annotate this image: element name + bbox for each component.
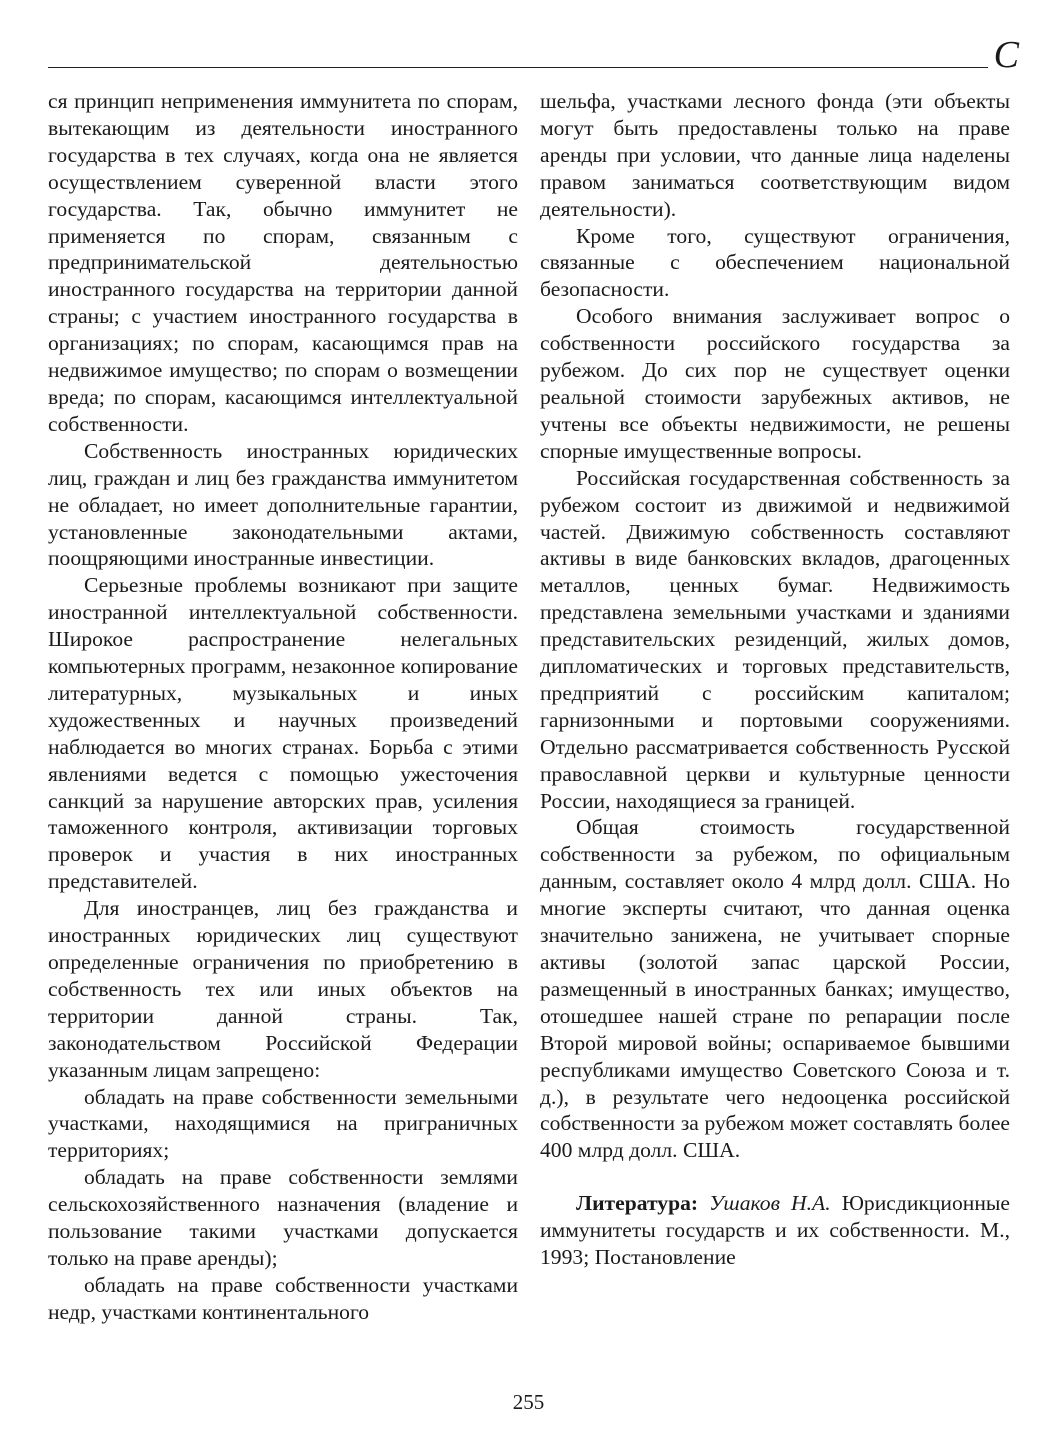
list-item: обладать на праве собственности участками недр, участками континентального: [48, 1272, 518, 1324]
literature-author: Ушаков Н.А.: [709, 1191, 831, 1216]
left-column: [48, 88, 518, 1326]
list-item: обладать на праве собственности земельными участками, находящимися на приграничных территориях;: [48, 1084, 518, 1163]
paragraph: Серьезные проблемы возникают при защите иностранной интеллектуальной собственности. Широкое распространение нелегальных компьютерных программ, незаконное копирование литературных, музыкальных и иных художественных и научных произведений наблюдается во многих странах. Борьба с этими явлениями ведется с помощью ужесточения санкций за нарушение авторских прав, усиления таможенного контроля, активизации торговых проверок и участия в них иностранных представителей.: [48, 573, 518, 894]
paragraph: Собственность иностранных юридических лиц, граждан и лиц без гражданства иммунитетом не обладает, но имеет дополнительные гарантии, установленные законодательными актами, поощряющими иностранные инвестиции.: [48, 438, 518, 571]
literature-reference: [540, 1190, 1010, 1271]
literature-label: Литература:: [576, 1191, 699, 1216]
paragraph: ся принцип неприменения иммунитета по спорам, вытекающим из деятельности иностранного государства в тех случаях, когда она не является осуществлением суверенной власти этого государства. Так, обычно иммунитет не применяется по спорам, связанным с предпринимательской деятельностью иностранного государства на территории данной страны; с участием иностранного государства в организациях; по спорам, касающимся прав на недвижимое имущество; по спорам о возмещении вреда; по спорам, касающимся интеллектуальной собственности.: [48, 89, 518, 436]
right-column: [540, 88, 1010, 1271]
paragraph: Особого внимания заслуживает вопрос о собственности российского государства за рубежом. До сих пор не существует оценки реальной стоимости зарубежных активов, не учтены все объекты недвижимости, не решены спорные имущественные вопросы.: [540, 304, 1010, 463]
list-item: обладать на праве собственности землями сельскохозяйственного назначения (владение и пользование такими участками допускается только на праве аренды);: [48, 1165, 518, 1270]
paragraph: Для иностранцев, лиц без гражданства и иностранных юридических лиц существуют определенные ограничения по приобретению в собственность тех или иных объектов на территории данной страны. Так, законодательством Российской Федерации указанным лицам запрещено:: [48, 896, 518, 1082]
section-letter: С: [993, 34, 1019, 76]
paragraph: шельфа, участками лесного фонда (эти объекты могут быть предоставлены только на праве аренды при условии, что данные лица наделены правом заниматься соответствующим видом деятельности).: [540, 89, 1010, 221]
page-number: 255: [512, 1390, 545, 1414]
header-rule: [48, 67, 988, 68]
paragraph: Общая стоимость государственной собственности за рубежом, по официальным данным, составляет около 4 млрд долл. США. Но многие эксперты считают, что данная оценка значительно занижена, не учитывает спорные активы (золотой запас царской России, размещенный в иностранных банках; имущество, отошедшее нашей стране по репарации после Второй мировой войны; оспариваемое бывшими республиками имущество Советского Союза и т. д.), в результате чего недооценка российской собственности за рубежом может составлять более 400 млрд долл. США.: [540, 815, 1010, 1163]
literature-text: Юрисдикционные иммунитеты государств и их собственности. М., 1993; Постановление: [540, 1191, 1010, 1270]
paragraph: Кроме того, существуют ограничения, связанные с обеспечением национальной безопасности.: [540, 223, 1010, 302]
paragraph: Российская государственная собственность за рубежом состоит из движимой и недвижимой частей. Движимую собственность составляют активы в виде банковских вкладов, драгоценных металлов, ценных бумаг. Недвижимость представлена земельными участками и зданиями представительских резиденций, жилых домов, дипломатических и торговых представительств, предприятий с российским капиталом; гарнизонными и портовыми сооружениями. Отдельно рассматривается собственность Русской православной церкви и культурные ценности России, находящиеся за границей.: [540, 465, 1010, 813]
